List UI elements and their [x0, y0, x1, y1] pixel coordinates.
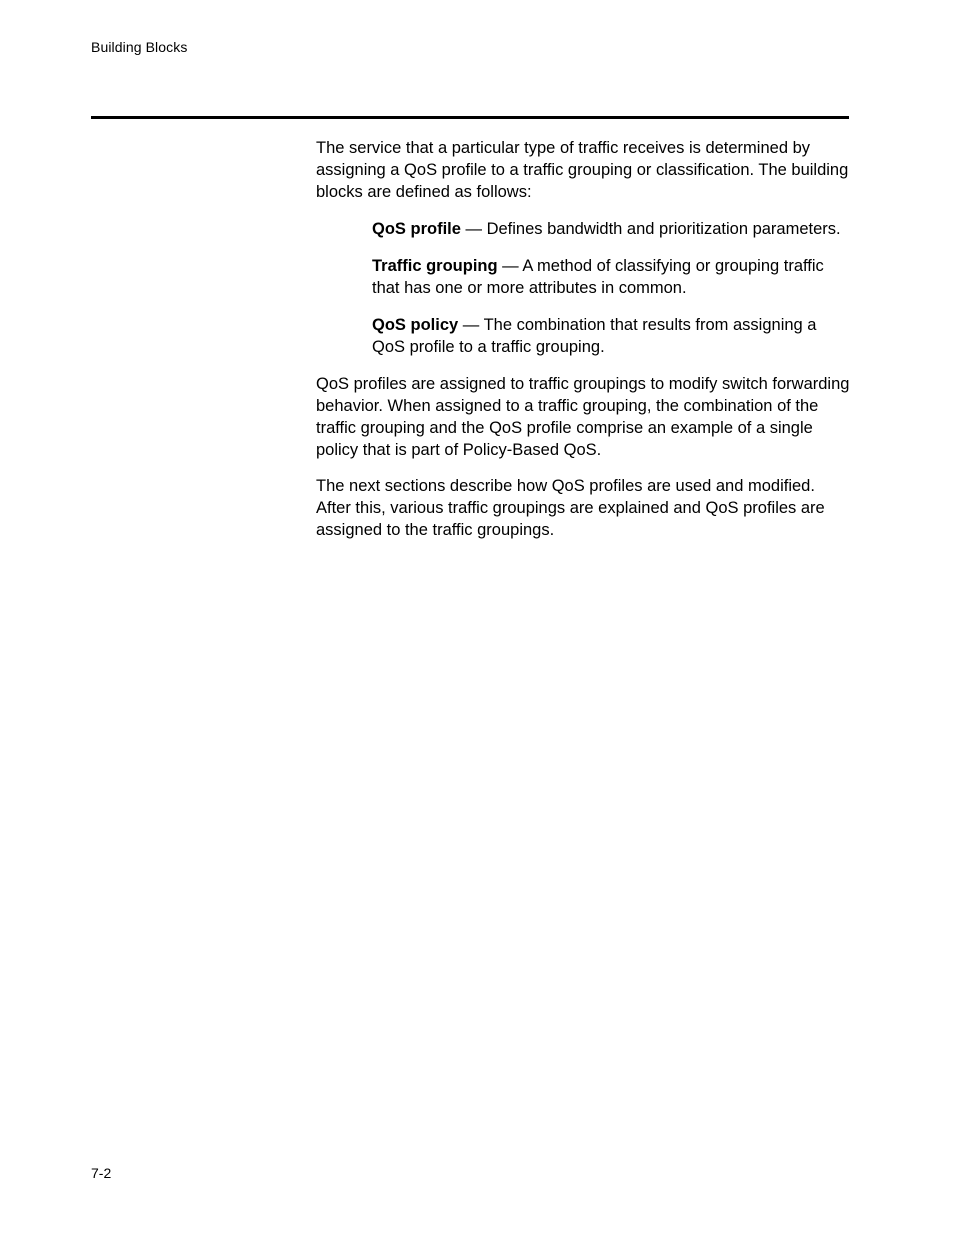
definition-separator: —: [497, 257, 523, 275]
definition-item-traffic-grouping: [372, 255, 852, 299]
header-rule: [91, 116, 849, 119]
page-number: 7-2: [91, 1165, 112, 1181]
definition-list: [316, 218, 852, 358]
definition-text: The combination that results from assigning a QoS profile to a traffic grouping.: [372, 316, 817, 356]
definition-term: QoS profile: [372, 220, 461, 238]
definition-separator: —: [458, 316, 484, 334]
intro-paragraph: The service that a particular type of traffic receives is determined by assigning a QoS profile to a traffic grouping or classification. The building blocks are defined as follows:: [316, 139, 849, 201]
definition-text: A method of classifying or grouping traffic that has one or more attributes in common.: [372, 257, 824, 297]
definition-text: Defines bandwidth and prioritization parameters.: [486, 220, 841, 238]
profiles-paragraph: QoS profiles are assigned to traffic groupings to modify switch forwarding behavior. When assigned to a traffic grouping, the combination of the traffic grouping and the QoS profile comprise an example of a single policy that is part of Policy-Based QoS.: [316, 375, 850, 459]
definition-item-qos-policy: [372, 314, 852, 358]
next-sections-paragraph: The next sections describe how QoS profiles are used and modified. After this, various traffic groupings are explained and QoS profiles are assigned to the traffic groupings.: [316, 477, 825, 539]
definition-item-qos-profile: [372, 218, 852, 240]
definition-term: Traffic grouping: [372, 257, 498, 275]
definition-separator: —: [460, 220, 487, 238]
body-column: [316, 137, 852, 541]
definition-term: QoS policy: [372, 316, 459, 334]
running-header: Building Blocks: [91, 39, 188, 55]
